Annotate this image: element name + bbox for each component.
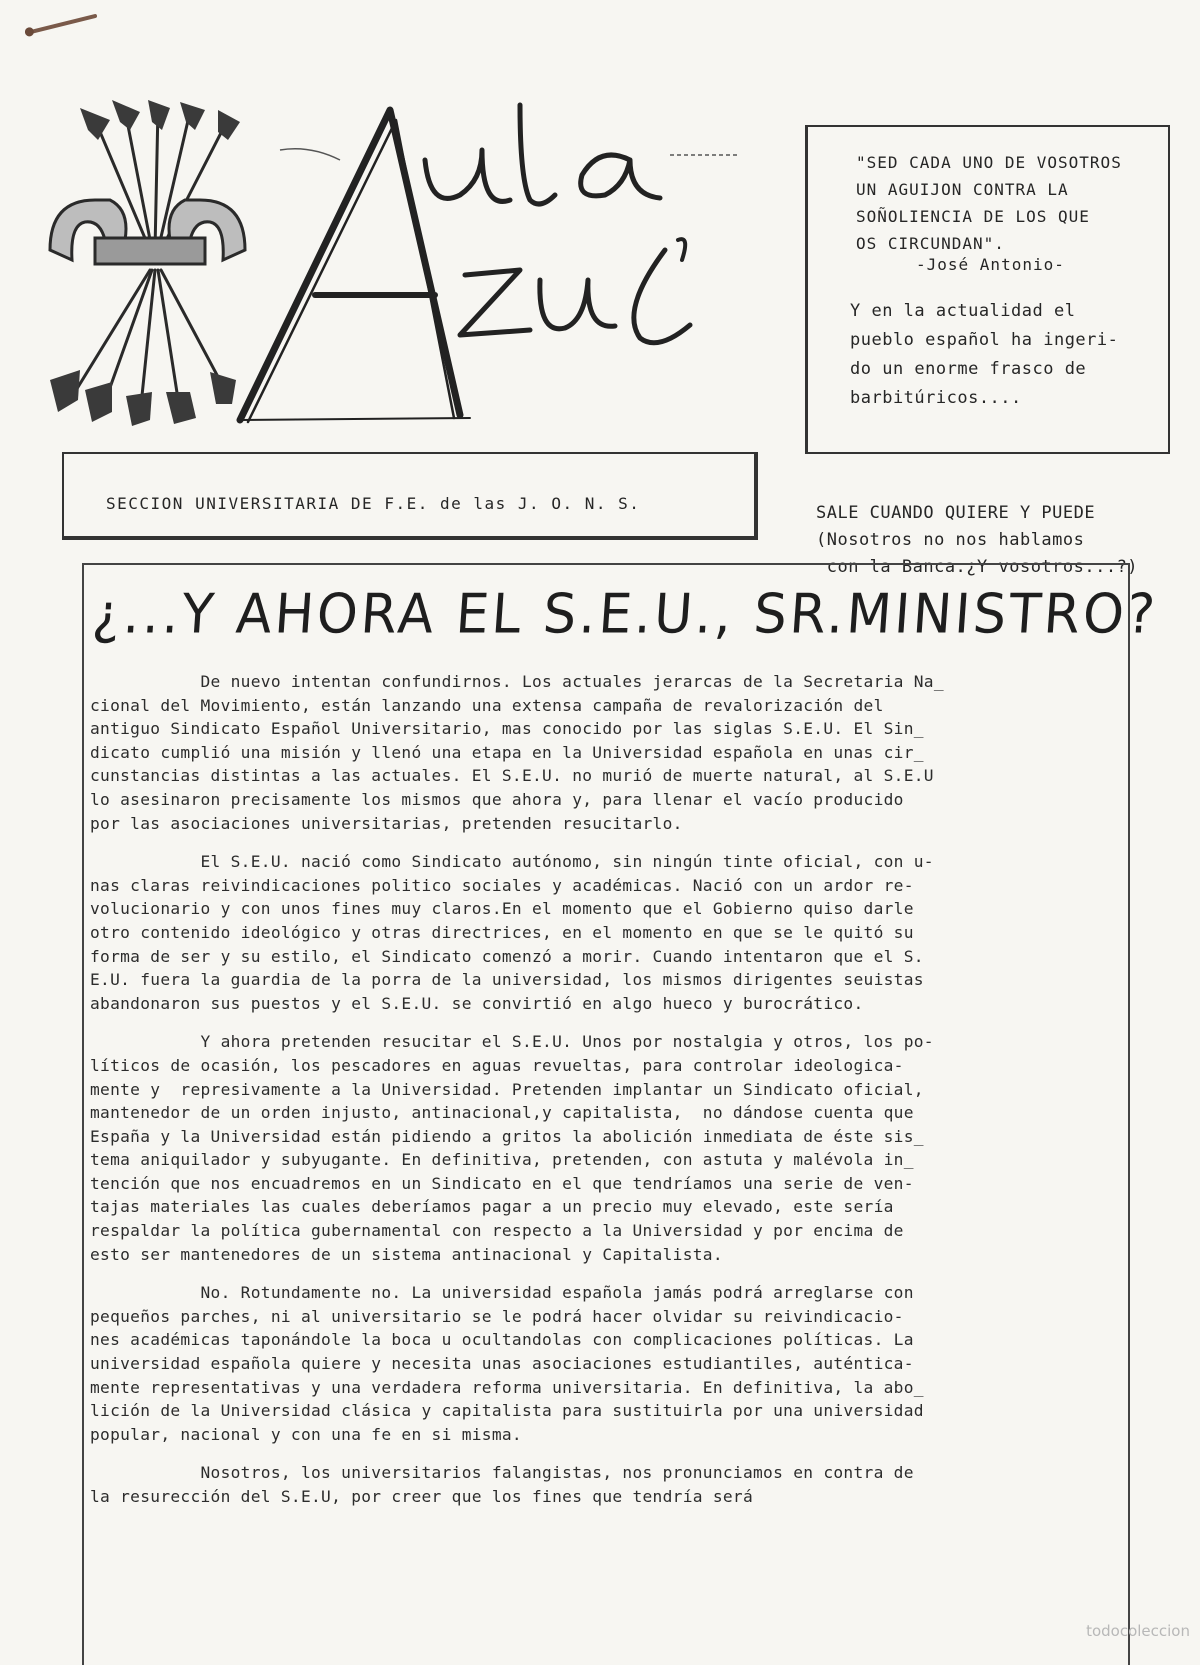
article-headline: ¿...Y AHORA EL S.E.U., SR.MINISTRO?	[90, 583, 1160, 646]
article-body	[90, 670, 1110, 1524]
article-paragraph: No. Rotundamente no. La universidad española jamás podrá arreglarse con pequeños parches, ni al universitario se le podrá hacer olvidar su reivindicacio- nes académicas taponándole la boca u ocultandolas con complicaciones políticas. La universidad española quiere y necesita unas asociaciones estudiantiles, auténtica- mente representativas y una verdadera reforma universitaria. En definitiva, la abo_ lición de la Universidad clásica y capitalista para sustituirla por una universidad popular, nacional y con una fe en si misma.	[90, 1283, 924, 1444]
publication-frequency-note: SALE CUANDO QUIERE Y PUEDE (Nosotros no nos hablamos con la Banca.¿Y vosotros...?)	[816, 503, 1139, 577]
jose-antonio-quote: "SED CADA UNO DE VOSOTROS UN AGUIJON CONTRA LA SOÑOLIENCIA DE LOS QUE OS CIRCUNDAN".	[856, 153, 1122, 253]
article-paragraph: El S.E.U. nació como Sindicato autónomo, sin ningún tinte oficial, con u- nas claras reivindicaciones politico sociales y académicas. Nació con un ardor re- volucionario y con unos fines muy claros.En el momento que el Gobierno quiso darle otro contenido ideológico y otras directrices, en el momento en que se le quitó su forma de ser y su estilo, el Sindicato comenzó a morir. Cuando intentaron que el S. E.U. fuera la guardia de la porra de la universidad, los mismos dirigentes seuistas abandonaron sus puestos y el S.E.U. se convirtió en algo hueco y burocrático.	[90, 852, 934, 1013]
quote-box	[805, 125, 1170, 454]
watermark: todocoleccion	[1086, 1622, 1190, 1640]
quote-commentary: Y en la actualidad el pueblo español ha ingeri- do un enorme frasco de barbitúricos....	[850, 301, 1119, 408]
section-label: SECCION UNIVERSITARIA DE F.E. de las J. O. N. S.	[106, 494, 641, 513]
staple-pin	[29, 14, 98, 35]
article-paragraph: De nuevo intentan confundirnos. Los actuales jerarcas de la Secretaria Na_ cional del Movimiento, están lanzando una extensa campaña de revalorización del antiguo Sindicato Español Universitario, mas conocido por las siglas S.E.U. El Sin_ dicato cumplió una misión y llenó una etapa en la Universidad española en unas cir_ cunstancias distintas a las actuales. El S.E.U. no murió de muerte natural, al S.E.U lo asesinaron precisamente los mismos que ahora y, para llenar el vacío producido por las asociaciones universitarias, pretenden resucitarlo.	[90, 672, 944, 833]
article-paragraph: Y ahora pretenden resucitar el S.E.U. Unos por nostalgia y otros, los po- líticos de ocasión, los pescadores en aguas revueltas, para controlar ideologica- mente y represivamente a la Universidad. Pretenden implantar un Sindicato oficial, mantenedor de un orden injusto, antinacional,y capitalista, no dándose cuenta que España y la Universidad están pidiendo a gritos la abolición inmediata de éste sis_ tema aniquilador y subyugante. En definitiva, pretenden, con astuta y malévola in_ tención que nos encuadremos en un Sindicato en el que tendríamos una serie de ven- tajas materiales las cuales deberíamos pagar a un precio muy elevado, este sería respaldar la política gubernamental con respecto a la Universidad y por encima de esto ser mantenedores de un sistema antinacional y Capitalista.	[90, 1032, 934, 1264]
article-paragraph: Nosotros, los universitarios falangistas, nos pronunciamos en contra de la resurección del S.E.U, por creer que los fines que tendría será	[90, 1463, 914, 1506]
section-label-box	[62, 452, 758, 540]
quote-author: -José Antonio-	[916, 255, 1065, 274]
aula-azul-logo	[220, 100, 740, 445]
